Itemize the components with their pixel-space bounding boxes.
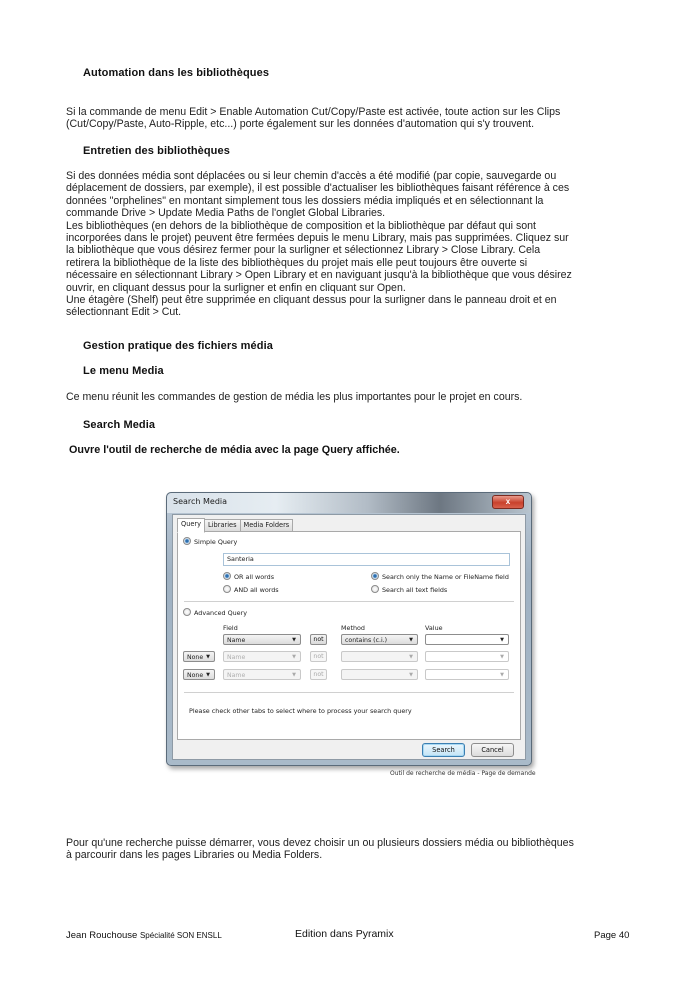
divider bbox=[184, 601, 514, 602]
not-toggle-1[interactable]: not bbox=[310, 634, 327, 645]
field-select-3[interactable]: Name ▼ bbox=[223, 669, 301, 680]
tab-query[interactable]: Query bbox=[177, 518, 205, 533]
divider bbox=[184, 692, 514, 693]
heading-menu-media: Le menu Media bbox=[83, 365, 164, 377]
dropdown-arrow-icon: ▼ bbox=[409, 672, 413, 678]
tab-media-folders[interactable]: Media Folders bbox=[240, 519, 294, 532]
paragraph-automation: Si la commande de menu Edit > Enable Automation Cut/Copy/Paste est activée, toute action sur les Clips (Cut/Copy/Paste, Auto-Ripple, etc...) porte également sur les données d'automation qui s'y trouvent. bbox=[66, 106, 561, 131]
query-panel bbox=[177, 531, 521, 740]
dropdown-arrow-icon: ▼ bbox=[409, 654, 413, 660]
dropdown-arrow-icon: ▼ bbox=[500, 637, 504, 643]
radio-unselected-icon bbox=[223, 585, 231, 593]
footer-specialty: Spécialité SON ENSLL bbox=[139, 931, 222, 940]
value-select-3[interactable] bbox=[425, 669, 509, 680]
dropdown-arrow-icon: ▼ bbox=[206, 672, 210, 678]
method-select-1[interactable]: contains (c.i.) ▼ bbox=[341, 634, 418, 645]
hint-text: Please check other tabs to select where to process your search query bbox=[189, 707, 412, 715]
footer-page-number: Page 40 bbox=[594, 930, 630, 941]
dropdown-arrow-icon: ▼ bbox=[500, 672, 504, 678]
radio-unselected-icon bbox=[371, 585, 379, 593]
close-icon[interactable]: x bbox=[492, 495, 524, 509]
value-select-1[interactable] bbox=[425, 634, 509, 645]
dropdown-arrow-icon: ▼ bbox=[500, 654, 504, 660]
not-toggle-2[interactable]: not bbox=[310, 651, 327, 662]
simple-query-radio[interactable]: Simple Query bbox=[183, 537, 237, 546]
and-all-words-radio[interactable]: AND all words bbox=[223, 585, 279, 594]
search-name-only-radio[interactable]: Search only the Name or FileName field bbox=[371, 572, 509, 581]
logic-select-2[interactable]: None ▼ bbox=[183, 651, 215, 662]
method-select-3[interactable] bbox=[341, 669, 418, 680]
title-bar bbox=[167, 493, 531, 513]
dialog-client-area bbox=[172, 514, 526, 760]
dropdown-arrow-icon: ▼ bbox=[409, 637, 413, 643]
tab-strip bbox=[177, 519, 292, 531]
heading-automation: Automation dans les bibliothèques bbox=[83, 67, 270, 79]
search-media-intro: Ouvre l'outil de recherche de média avec la page Query affichée. bbox=[69, 444, 400, 456]
search-media-dialog-screenshot bbox=[166, 492, 532, 768]
logic-select-3[interactable]: None ▼ bbox=[183, 669, 215, 680]
search-button[interactable]: Search bbox=[422, 743, 465, 757]
footer-author: Jean Rouchouse Spécialité SON ENSLL bbox=[66, 930, 222, 941]
or-all-words-radio[interactable]: OR all words bbox=[223, 572, 274, 581]
window-title: Search Media bbox=[173, 497, 228, 506]
col-field-label: Field bbox=[223, 624, 238, 632]
radio-selected-icon bbox=[223, 572, 231, 580]
heading-gestion: Gestion pratique des fichiers média bbox=[83, 340, 273, 352]
field-select-1[interactable]: Name ▼ bbox=[223, 634, 301, 645]
heading-search-media: Search Media bbox=[83, 419, 156, 431]
col-value-label: Value bbox=[425, 624, 443, 632]
radio-unselected-icon bbox=[183, 608, 191, 616]
tab-libraries[interactable]: Libraries bbox=[204, 519, 240, 532]
figure-caption: Outil de recherche de média - Page de demande bbox=[390, 770, 536, 777]
not-toggle-3[interactable]: not bbox=[310, 669, 327, 680]
advanced-query-radio[interactable]: Advanced Query bbox=[183, 608, 247, 617]
radio-selected-icon bbox=[183, 537, 191, 545]
method-select-2[interactable] bbox=[341, 651, 418, 662]
radio-selected-icon bbox=[371, 572, 379, 580]
paragraph-closing: Pour qu'une recherche puisse démarrer, vous devez choisir un ou plusieurs dossiers média ou bibliothèques à parcourir dans les pages Libraries ou Media Folders. bbox=[66, 837, 574, 862]
dropdown-arrow-icon: ▼ bbox=[206, 654, 210, 660]
dropdown-arrow-icon: ▼ bbox=[292, 654, 296, 660]
footer-title: Edition dans Pyramix bbox=[295, 928, 394, 940]
dropdown-arrow-icon: ▼ bbox=[292, 672, 296, 678]
paragraph-menu-media: Ce menu réunit les commandes de gestion de média les plus importantes pour le projet en cours. bbox=[66, 391, 523, 403]
query-input[interactable]: Santeria bbox=[223, 553, 510, 566]
value-select-2[interactable] bbox=[425, 651, 509, 662]
dropdown-arrow-icon: ▼ bbox=[292, 637, 296, 643]
paragraph-entretien: Si des données média sont déplacées ou si leur chemin d'accès a été modifié (par copie, sauvegarde ou déplacement de dossiers, par exemple), il est possible d'actualiser les bibliothèques faisant référence à ces données "orphelines" en montant simplement tous les dossiers média impliqués et en sélectionnant la commande Drive > Update Media Paths de l'onglet Global Libraries. Les bibliothèques (en dehors de la bibliothèque de composition et la bibliothèque par défaut qui sont incorporées dans le projet) peuvent être fermées depuis le menu Library, mais pas supprimées. Cliquez sur la bibliothèque que vous désirez fermer pour la surligner et sélectionnez Library > Close Library. Cela retirera la bibliothèque de la liste des bibliothèques du projet mais elle peut toujours être ouverte si nécessaire en sélectionnant Library > Open Library et en naviguant jusqu'à la bibliothèque que vous désirez ouvrir, en cliquant dessus pour la surligner et enfin en cliquant sur Open. Une étagère (Shelf) peut être supprimée en cliquant dessus pour la surligner dans le panneau droit et en sélectionnant Edit > Cut. bbox=[66, 170, 572, 319]
cancel-button[interactable]: Cancel bbox=[471, 743, 514, 757]
search-media-window bbox=[166, 492, 532, 766]
col-method-label: Method bbox=[341, 624, 365, 632]
search-all-fields-radio[interactable]: Search all text fields bbox=[371, 585, 447, 594]
heading-entretien: Entretien des bibliothèques bbox=[83, 145, 230, 157]
field-select-2[interactable]: Name ▼ bbox=[223, 651, 301, 662]
